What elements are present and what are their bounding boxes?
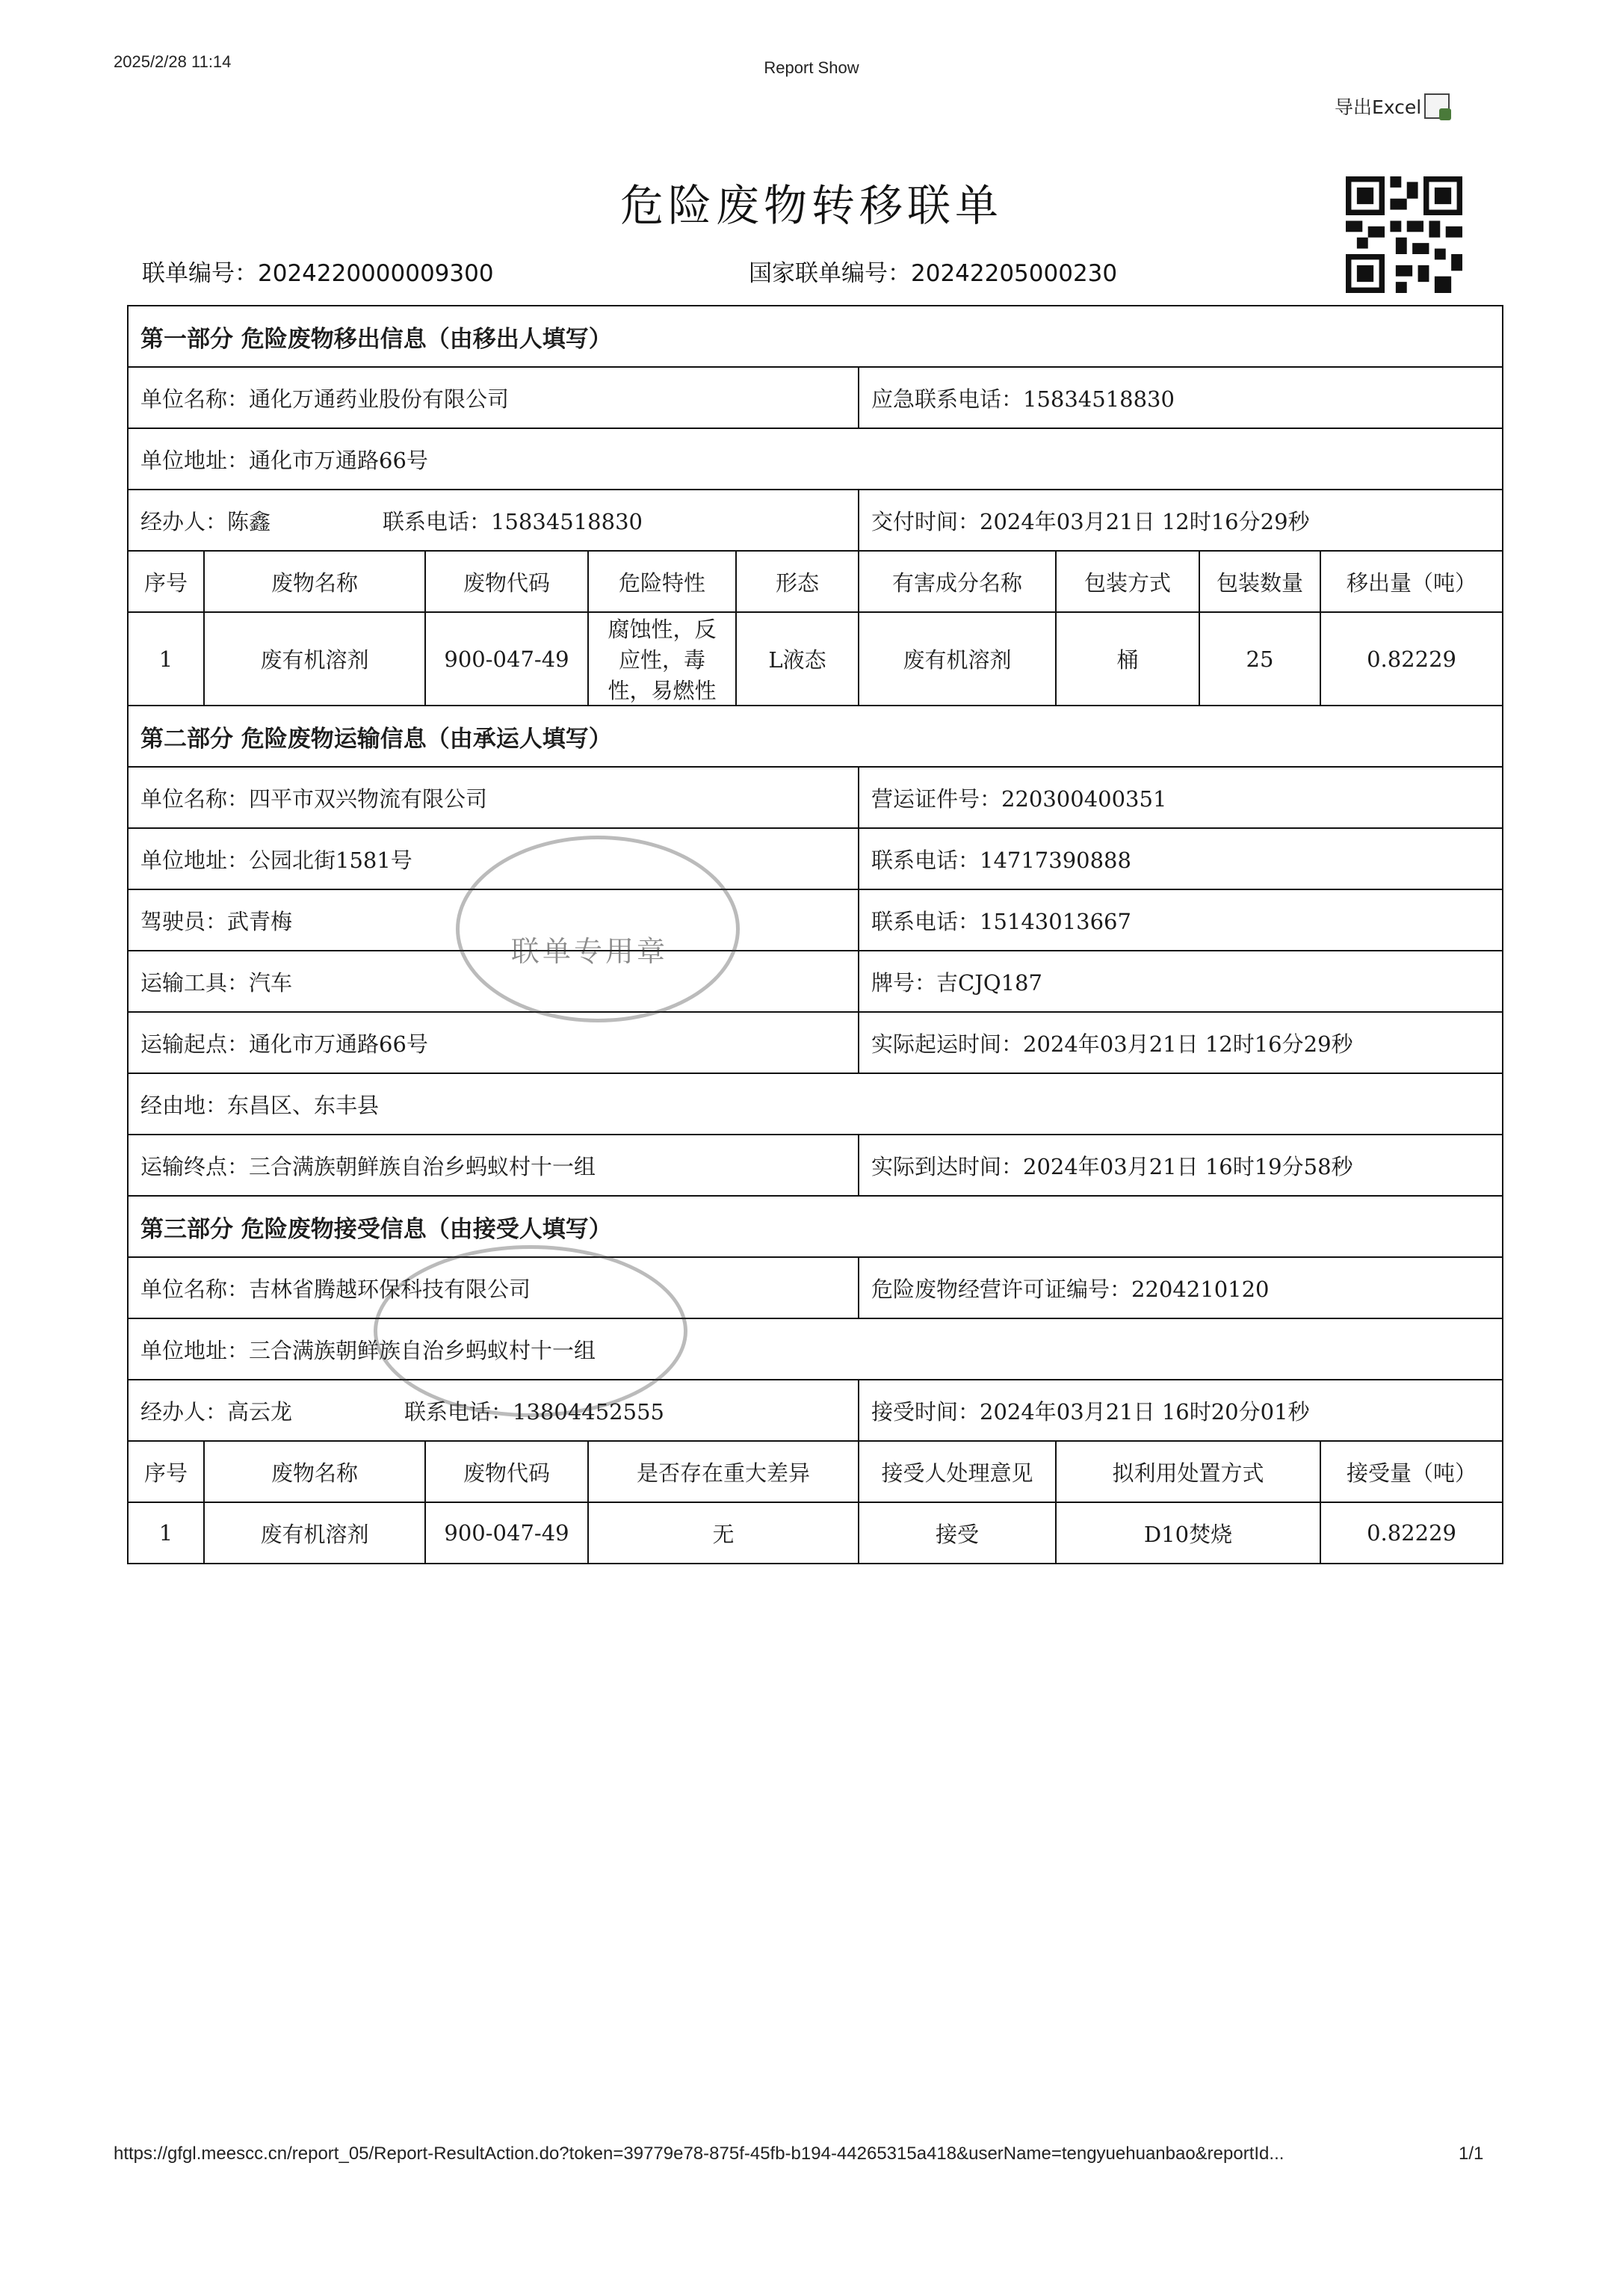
part2-plate: 牌号：吉CJQ187 (859, 951, 1503, 1012)
part1-col-header: 废物代码 (425, 551, 588, 612)
part2-destination: 运输终点：三合满族朝鲜族自治乡蚂蚁村十一组 (128, 1135, 859, 1196)
part3-col-header: 废物代码 (425, 1441, 588, 1502)
table-cell: 废有机溶剂 (204, 1502, 425, 1564)
part1-handler-phone: 联系电话：15834518830 (383, 508, 643, 534)
document-title: 危险废物转移联单 (619, 180, 1003, 231)
part1-col-header: 形态 (736, 551, 859, 612)
table-cell: 1 (128, 1502, 204, 1564)
part1-unit-name: 单位名称：通化万通药业股份有限公司 (128, 367, 859, 428)
part3-receive-time: 接受时间：2024年03月21日 16时20分01秒 (859, 1380, 1503, 1441)
table-cell: 废有机溶剂 (859, 612, 1056, 706)
part2-driver: 驾驶员：武青梅 (128, 889, 859, 951)
part1-handover-time: 交付时间：2024年03月21日 12时16分29秒 (859, 490, 1503, 551)
footer-url: https://gfgl.meescc.cn/report_05/Report-ResultAction.do?token=39779e78-875f-45fb-b194-44265315a418&userName=tengyuehuanbao&reportId... (114, 2144, 1285, 2164)
part3-heading: 第三部分 危险废物接受信息（由接受人填写） (128, 1196, 1503, 1257)
form-number: 联单编号：2024220000009300 (142, 260, 494, 287)
table-row (128, 612, 1503, 706)
table-cell: L液态 (736, 612, 859, 706)
export-excel-button[interactable] (1335, 93, 1450, 120)
part2-address: 单位地址：公园北街1581号 (128, 828, 859, 889)
excel-icon (1424, 93, 1450, 119)
national-form-number: 国家联单编号：20242205000230 (749, 260, 1118, 287)
part1-heading: 第一部分 危险废物移出信息（由移出人填写） (128, 306, 1503, 367)
part3-col-header: 是否存在重大差异 (588, 1441, 859, 1502)
part3-address: 单位地址：三合满族朝鲜族自治乡蚂蚁村十一组 (128, 1318, 1503, 1380)
part3-unit-name: 单位名称：吉林省腾越环保科技有限公司 (128, 1257, 859, 1318)
table-cell: 25 (1199, 612, 1320, 706)
part3-col-header: 接受量（吨） (1320, 1441, 1503, 1502)
print-datetime: 2025/2/28 11:14 (114, 52, 232, 71)
part2-license: 营运证件号：220300400351 (859, 767, 1503, 828)
table-row (128, 1502, 1503, 1564)
part2-vehicle: 运输工具：汽车 (128, 951, 859, 1012)
part2-driver-phone: 联系电话：15143013667 (859, 889, 1503, 951)
part1-handler: 经办人：陈鑫 (140, 508, 271, 534)
qr-code-icon (1344, 176, 1465, 293)
part2-heading: 第二部分 危险废物运输信息（由承运人填写） (128, 706, 1503, 767)
print-page-title: Report Show (764, 58, 859, 77)
footer-page-number: 1/1 (1459, 2144, 1484, 2164)
part1-address: 单位地址：通化市万通路66号 (128, 428, 1503, 490)
part3-handler-cell (128, 1380, 859, 1441)
table-cell: 废有机溶剂 (204, 612, 425, 706)
part1-col-header: 有害成分名称 (859, 551, 1056, 612)
table-cell: 0.82229 (1320, 1502, 1503, 1564)
part1-col-header: 包装数量 (1199, 551, 1320, 612)
table-cell: 接受 (859, 1502, 1056, 1564)
part1-emergency-phone: 应急联系电话：15834518830 (859, 367, 1503, 428)
part3-permit: 危险废物经营许可证编号：2204210120 (859, 1257, 1503, 1318)
table-cell: D10焚烧 (1056, 1502, 1320, 1564)
table-cell: 腐蚀性，反应性，毒性，易燃性 (588, 612, 736, 706)
part1-handler-cell (128, 490, 859, 551)
part1-col-header: 移出量（吨） (1320, 551, 1503, 612)
export-excel-label: 导出Excel (1335, 96, 1422, 118)
part2-phone: 联系电话：14717390888 (859, 828, 1503, 889)
part1-col-header: 废物名称 (204, 551, 425, 612)
part1-col-header: 序号 (128, 551, 204, 612)
part2-arrival: 实际到达时间：2024年03月21日 16时19分58秒 (859, 1135, 1503, 1196)
table-cell: 1 (128, 612, 204, 706)
table-cell: 900-047-49 (425, 1502, 588, 1564)
part3-col-header: 接受人处理意见 (859, 1441, 1056, 1502)
table-cell: 无 (588, 1502, 859, 1564)
carrier-seal-text: 联单专用章 (511, 935, 669, 968)
part2-departure: 实际起运时间：2024年03月21日 12时16分29秒 (859, 1012, 1503, 1073)
transfer-form-table (127, 305, 1503, 1564)
part2-origin: 运输起点：通化市万通路66号 (128, 1012, 859, 1073)
part1-col-header: 危险特性 (588, 551, 736, 612)
part3-handler: 经办人：高云龙 (140, 1398, 293, 1425)
part2-route: 经由地：东昌区、东丰县 (128, 1073, 1503, 1135)
part3-col-header: 拟利用处置方式 (1056, 1441, 1320, 1502)
table-cell: 0.82229 (1320, 612, 1503, 706)
part2-unit-name: 单位名称：四平市双兴物流有限公司 (128, 767, 859, 828)
part3-col-header: 废物名称 (204, 1441, 425, 1502)
part3-handler-phone: 联系电话：13804452555 (404, 1398, 664, 1425)
part3-col-header: 序号 (128, 1441, 204, 1502)
table-cell: 900-047-49 (425, 612, 588, 706)
table-cell: 桶 (1056, 612, 1199, 706)
part1-col-header: 包装方式 (1056, 551, 1199, 612)
